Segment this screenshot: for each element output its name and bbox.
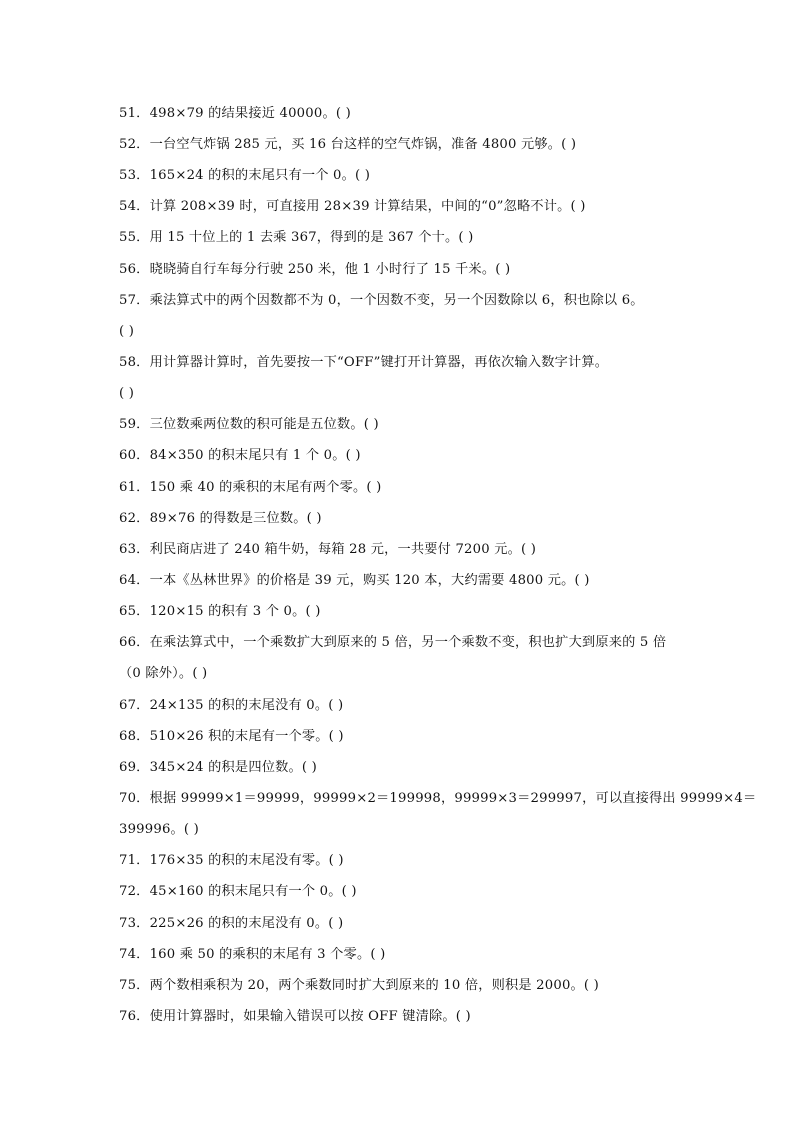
question-52: 52．一台空气炸锅 285 元，买 16 台这样的空气炸锅，准备 4800 元够。( ) <box>119 137 577 152</box>
question-67: 67．24×135 的积的末尾没有 0。( ) <box>119 698 344 713</box>
question-63: 63．利民商店进了 240 箱牛奶，每箱 28 元，一共要付 7200 元。( ) <box>119 542 537 557</box>
question-58-answer-line: ( ) <box>119 386 135 401</box>
question-57-answer-line: ( ) <box>119 324 135 339</box>
question-75: 75．两个数相乘积为 20，两个乘数同时扩大到原来的 10 倍，则积是 2000。( ) <box>119 978 600 993</box>
question-69: 69．345×24 的积是四位数。( ) <box>119 760 317 775</box>
question-60: 60．84×350 的积末尾只有 1 个 0。( ) <box>119 448 361 463</box>
question-59: 59．三位数乘两位数的积可能是五位数。( ) <box>119 417 379 432</box>
question-62: 62．89×76 的得数是三位数。( ) <box>119 511 322 526</box>
question-55: 55．用 15 十位上的 1 去乘 367，得到的是 367 个十。( ) <box>119 230 474 245</box>
question-74: 74．160 乘 50 的乘积的末尾有 3 个零。( ) <box>119 947 386 962</box>
question-73: 73．225×26 的积的末尾没有 0。( ) <box>119 916 344 931</box>
question-71: 71．176×35 的积的末尾没有零。( ) <box>119 853 344 868</box>
question-72: 72．45×160 的积末尾只有一个 0。( ) <box>119 884 357 899</box>
question-51: 51．498×79 的结果接近 40000。( ) <box>119 106 351 121</box>
question-66-continued: （0 除外）。( ) <box>119 666 208 681</box>
question-65: 65．120×15 的积有 3 个 0。( ) <box>119 604 321 619</box>
question-70-continued: 399996。( ) <box>119 822 200 837</box>
question-66: 66．在乘法算式中，一个乘数扩大到原来的 5 倍，另一个乘数不变，积也扩大到原来的 5 倍 <box>119 635 667 650</box>
question-57: 57．乘法算式中的两个因数都不为 0，一个因数不变，另一个因数除以 6，积也除以 6。 <box>119 293 644 308</box>
question-64: 64．一本《丛林世界》的价格是 39 元，购买 120 本，大约需要 4800 元。( ) <box>119 573 590 588</box>
question-56: 56．晓晓骑自行车每分行驶 250 米，他 1 小时行了 15 千米。( ) <box>119 262 511 277</box>
question-70: 70．根据 99999×1＝99999，99999×2＝199998，99999×3＝299997，可以直接得出 99999×4＝ <box>119 791 757 806</box>
question-68: 68．510×26 积的末尾有一个零。( ) <box>119 729 344 744</box>
question-54: 54．计算 208×39 时，可直接用 28×39 计算结果，中间的“0”忽略不计。( ) <box>119 199 586 214</box>
question-76: 76．使用计算器时，如果输入错误可以按 OFF 键清除。( ) <box>119 1009 471 1024</box>
question-61: 61．150 乘 40 的乘积的末尾有两个零。( ) <box>119 480 382 495</box>
question-58: 58．用计算器计算时，首先要按一下“OFF”键打开计算器，再依次输入数字计算。 <box>119 355 609 370</box>
question-53: 53．165×24 的积的末尾只有一个 0。( ) <box>119 168 371 183</box>
